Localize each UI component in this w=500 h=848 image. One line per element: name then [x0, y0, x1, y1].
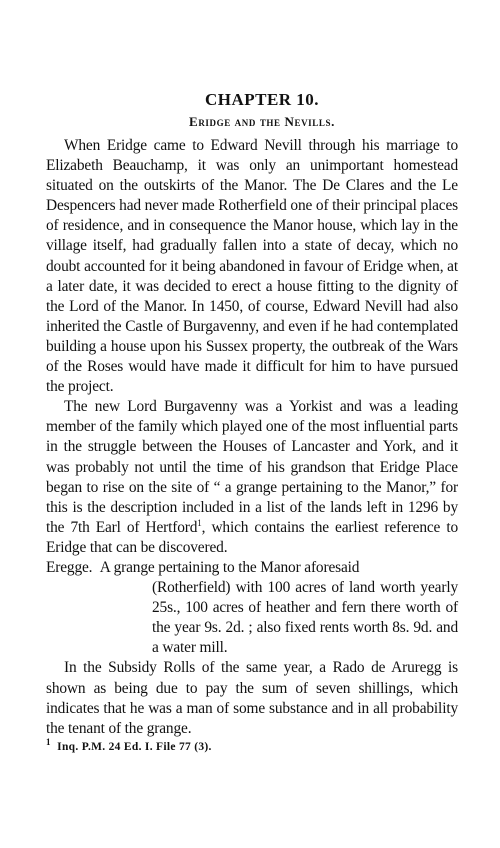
footnote-reference: 1 — [197, 517, 202, 528]
paragraph-2-text-b: , which contains the earliest reference to Eridge that can be discovered. — [46, 518, 459, 556]
footnote-text: Inq. P.M. 24 Ed. I. File 77 (3). — [57, 740, 212, 753]
quoted-entry-continuation: (Rotherfield) with 100 acres of land worth yearly 25s., 100 acres of heather and fern there worth of the year 9s. 2d. ; also fixed rents worth 8s. 9d. and a water mill. — [152, 579, 458, 657]
paragraph-1: When Eridge came to Edward Nevill through his marriage to Elizabeth Beauchamp, it was only an unimportant homestead situated on the outskirts of the Manor. The De Clares and the Le Despencers had never made Rotherfield one of their principal places of residence, and in consequence the Manor house, which lay in the village itself, had gradually fallen into a state of decay, which no doubt accounted for it being abandoned in favour of Eridge when, at a later date, it was decided to erect a house fitting to the dignity of the Lord of the Manor. In 1450, of course, Edward Nevill had also inherited the Castle of Burgavenny, and even if he had contemplated building a house upon his Sussex property, the outbreak of the Wars of the Roses would have made it difficult for him to have pursued the project. — [46, 137, 458, 396]
entry-line-1: A grange pertaining to the Manor aforesaid — [99, 558, 360, 576]
footnote — [46, 736, 458, 753]
entry-heading: Eregge. — [46, 558, 93, 576]
paragraph-2-text-a: The new Lord Burgavenny was a Yorkist and was a leading member of the family which played one of the most influential parts in the struggle between the Houses of Lancaster and York, and it was probably not until the time of his grandson that Eridge Place began to rise on the site of “ a grange pertaining to the Manor,” for this is the description included in a list of the lands left in 1296 by the 7th Earl of Hertford — [46, 398, 458, 536]
footnote-marker: 1 — [46, 736, 51, 747]
book-page — [46, 88, 458, 753]
quoted-entry-first-line — [46, 558, 458, 578]
section-heading: Eridge and the Nevills. — [189, 114, 335, 129]
chapter-body — [46, 136, 458, 739]
chapter-heading: CHAPTER 10. — [204, 90, 320, 109]
paragraph-2 — [46, 397, 458, 558]
paragraph-3: In the Subsidy Rolls of the same year, a Rado de Aruregg is shown as being due to pay the sum of seven shillings, which indicates that he was a man of some substance and in all probability the tenant of the grange. — [46, 659, 458, 737]
